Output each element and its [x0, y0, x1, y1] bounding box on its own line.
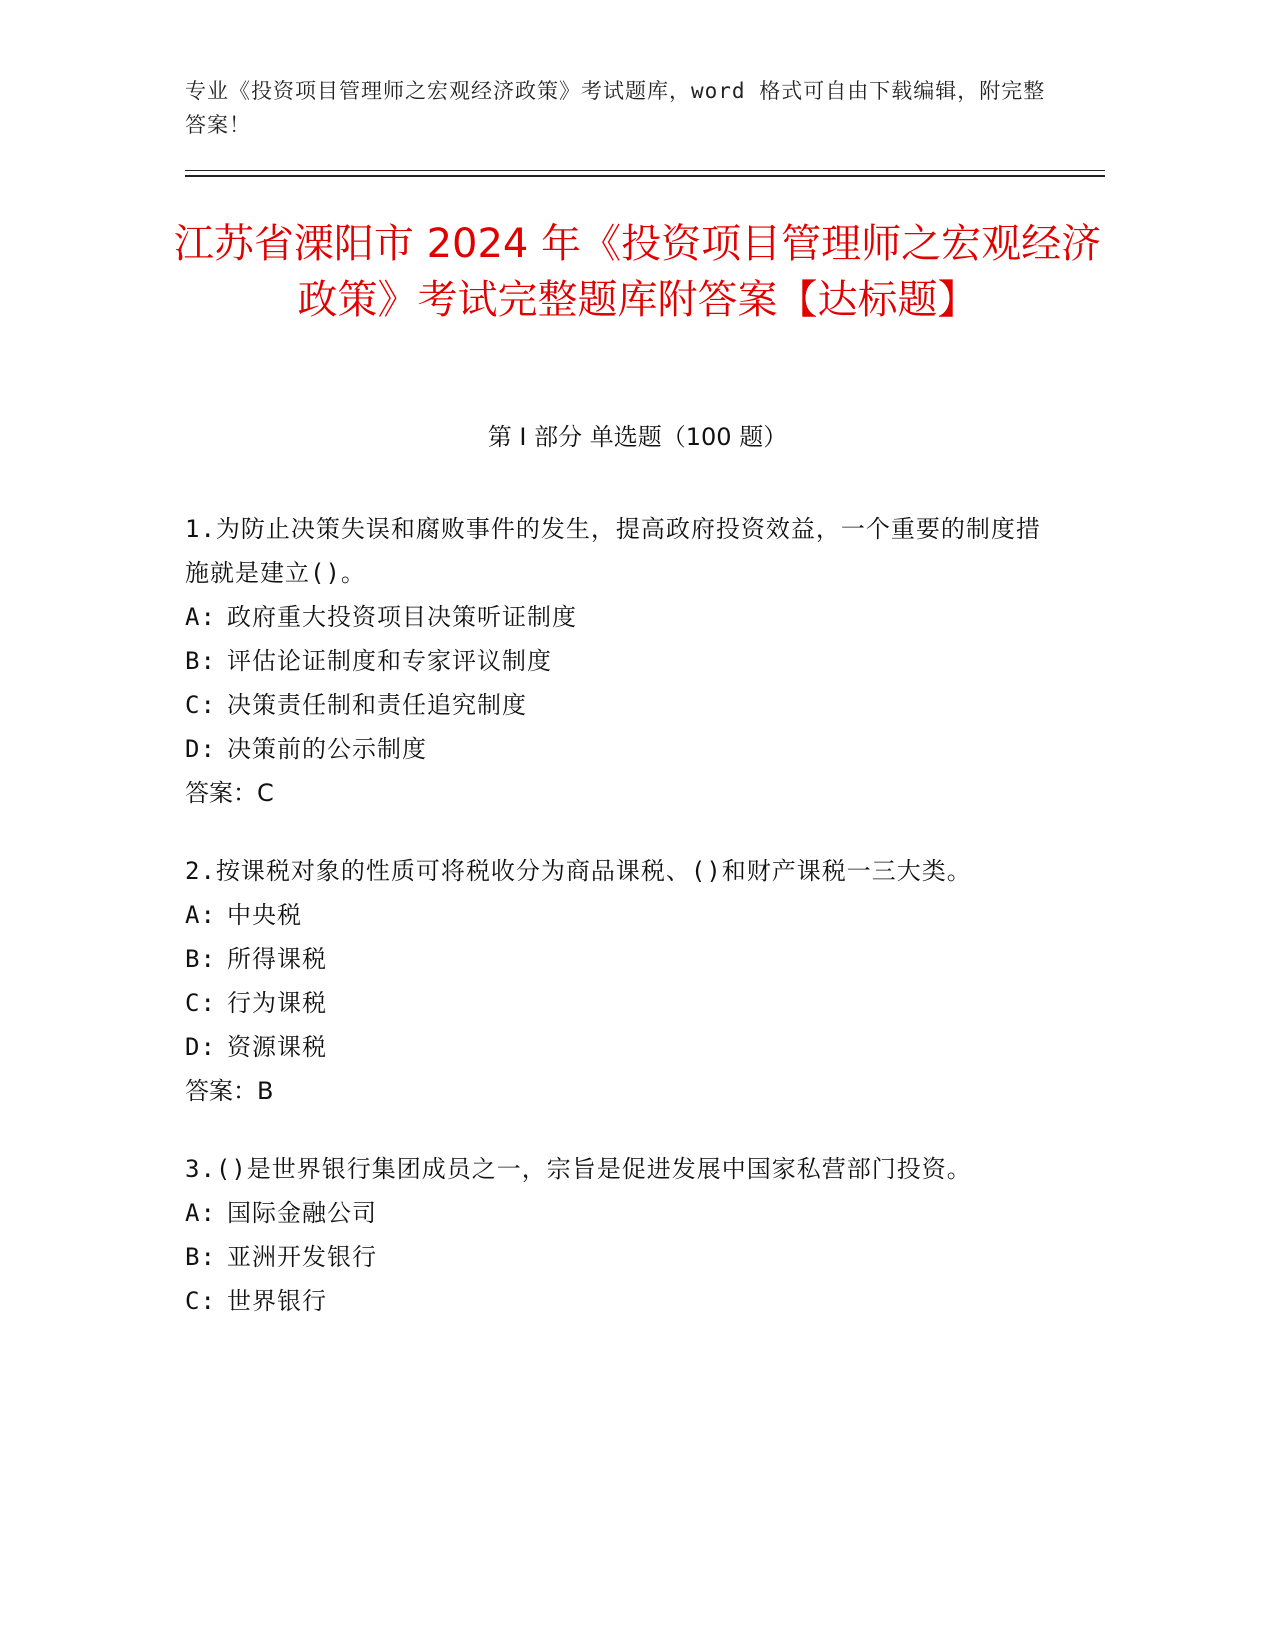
header-divider-thin — [185, 170, 1105, 171]
question-option — [185, 1279, 1055, 1323]
document-title: 江苏省溧阳市 2024 年《投资项目管理师之宏观经济政策》考试完整题库附答案【达标题】 — [173, 221, 1102, 323]
header-divider-thick — [185, 175, 1105, 177]
header-note: 专业《投资项目管理师之宏观经济政策》考试题库，word 格式可自由下载编辑，附完整答案！ — [185, 79, 1046, 137]
option-text: 评估论证制度和专家评议制度 — [227, 647, 552, 675]
option-text: 决策前的公示制度 — [227, 735, 427, 763]
option-text: 国际金融公司 — [227, 1199, 377, 1227]
question-answer: 答案：B — [185, 1077, 274, 1105]
question-stem: 3.()是世界银行集团成员之一，宗旨是促进发展中国家私营部门投资。 — [185, 1155, 972, 1183]
option-text: 亚洲开发银行 — [227, 1243, 377, 1271]
question-2 — [185, 849, 1055, 1113]
question-option — [185, 683, 1055, 727]
option-text: 世界银行 — [227, 1287, 327, 1315]
option-key: A: — [185, 603, 216, 631]
option-key: A: — [185, 1199, 216, 1227]
question-option — [185, 1235, 1055, 1279]
question-option — [185, 727, 1055, 771]
question-option — [185, 893, 1055, 937]
question-option — [185, 1025, 1055, 1069]
question-option — [185, 1191, 1055, 1235]
option-text: 所得课税 — [227, 945, 327, 973]
question-option — [185, 595, 1055, 639]
question-option — [185, 937, 1055, 981]
question-1 — [185, 507, 1055, 815]
option-text: 资源课税 — [227, 1033, 327, 1061]
option-key: C: — [185, 1287, 216, 1315]
option-text: 中央税 — [227, 901, 302, 929]
option-text: 行为课税 — [227, 989, 327, 1017]
question-list — [185, 507, 1055, 1357]
question-option — [185, 639, 1055, 683]
option-text: 决策责任制和责任追究制度 — [227, 691, 527, 719]
option-key: C: — [185, 989, 216, 1017]
option-key: A: — [185, 901, 216, 929]
option-key: D: — [185, 1033, 216, 1061]
question-option — [185, 981, 1055, 1025]
option-key: B: — [185, 647, 216, 675]
question-stem: 1.为防止决策失误和腐败事件的发生，提高政府投资效益，一个重要的制度措施就是建立()。 — [185, 515, 1041, 587]
option-key: B: — [185, 945, 216, 973]
question-answer: 答案：C — [185, 779, 274, 807]
option-key: B: — [185, 1243, 216, 1271]
option-key: C: — [185, 691, 216, 719]
section-heading: 第 I 部分 单选题（100 题） — [487, 423, 788, 451]
question-stem: 2.按课税对象的性质可将税收分为商品课税、()和财产课税一三大类。 — [185, 857, 972, 885]
option-key: D: — [185, 735, 216, 763]
question-3 — [185, 1147, 1055, 1323]
option-text: 政府重大投资项目决策听证制度 — [227, 603, 577, 631]
